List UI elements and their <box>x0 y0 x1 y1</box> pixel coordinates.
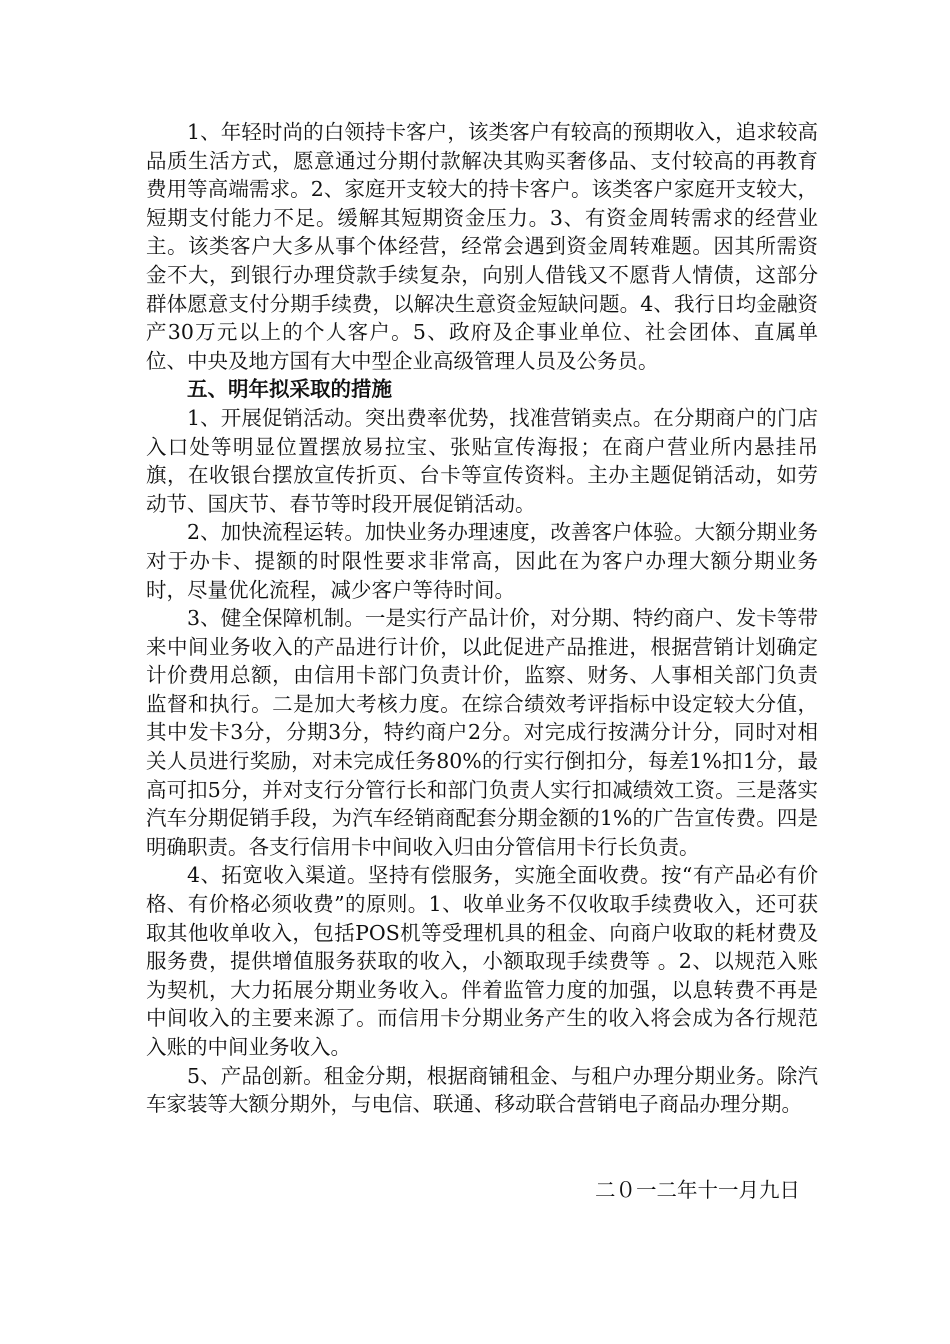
document-date: 二０一二年十一月九日 <box>595 1177 800 1202</box>
paragraph-target-customers: 1、年轻时尚的白领持卡客户，该类客户有较高的预期收入，追求较高品质生活方式，愿意通过分期付款解决其购买奢侈品、支付较高的再教育费用等高端需求。2、家庭开支较大的持卡客户。该类客户家庭开支较大，短期支付能力不足。缓解其短期资金压力。3、有资金周转需求的经营业主。该类客户大多从事个体经营，经常会遇到资金周转难题。因其所需资金不大，到银行办理贷款手续复杂，向别人借钱又不愿背人情债，这部分群体愿意支付分期手续费，以解决生意资金短缺问题。4、我行日均金融资产30万元以上的个人客户。5、政府及企事业单位、社会团体、直属单位、中央及地方国有大中型企业高级管理人员及公务员。 <box>146 120 818 373</box>
paragraph-measure-1: 1、开展促销活动。突出费率优势，找准营销卖点。在分期商户的门店入口处等明显位置摆放易拉宝、张贴宣传海报；在商户营业所内悬挂吊旗，在收银台摆放宣传折页、台卡等宣传资料。主办主题促销活动，如劳动节、国庆节、春节等时段开展促销活动。 <box>146 405 818 516</box>
paragraph-measure-4: 4、拓宽收入渠道。坚持有偿服务，实施全面收费。按“有产品必有价格、有价格必须收费”的原则。1、收单业务不仅收取手续费收入，还可获取其他收单收入，包括POS机等受理机具的租金、向商户收取的耗材费及服务费，提供增值服务获取的收入，小额取现手续费等 。2、以规范入账为契机，大力拓展分期业务收入。伴着监管力度的加强，以息转费不再是中间收入的主要来源了。而信用卡分期业务产生的收入将会成为各行规范入账的中间业务收入。 <box>146 863 818 1059</box>
paragraph-measure-3: 3、健全保障机制。一是实行产品计价，对分期、特约商户、发卡等带来中间业务收入的产品进行计价，以此促进产品推进，根据营销计划确定计价费用总额，由信用卡部门负责计价，监察、财务、人事相关部门负责监督和执行。二是加大考核力度。在综合绩效考评指标中设定较大分值，其中发卡3分，分期3分，特约商户2分。对完成行按满分计分，同时对相关人员进行奖励，对未完成任务80%的行实行倒扣分，每差1%扣1分，最高可扣5分，并对支行分管行长和部门负责人实行扣减绩效工资。三是落实汽车分期促销手段，为汽车经销商配套分期金额的1%的广告宣传费。四是明确职责。各支行信用卡中间收入归由分管信用卡行长负责。 <box>146 606 818 859</box>
paragraph-measure-5: 5、产品创新。租金分期，根据商铺租金、与租户办理分期业务。除汽车家装等大额分期外，与电信、联通、移动联合营销电子商品办理分期。 <box>146 1063 818 1117</box>
section-heading-measures: 五、明年拟采取的措施 <box>187 377 392 402</box>
paragraph-measure-2: 2、加快流程运转。加快业务办理速度，改善客户体验。大额分期业务对于办卡、提额的时限性要求非常高，因此在为客户办理大额分期业务时，尽量优化流程，减少客户等待时间。 <box>146 520 818 602</box>
document-body <box>146 118 818 1204</box>
